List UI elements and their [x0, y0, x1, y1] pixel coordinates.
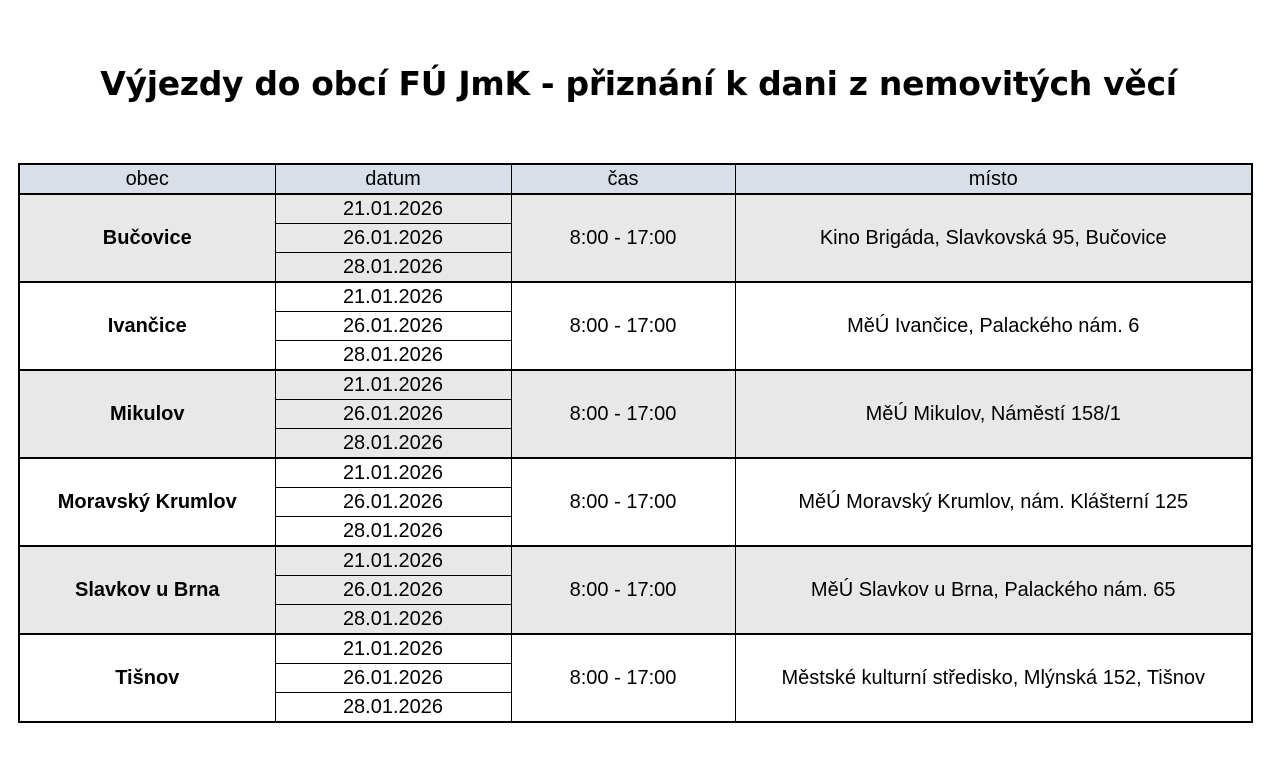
- cell-obec: Slavkov u Brna: [19, 546, 275, 634]
- cell-cas: 8:00 - 17:00: [511, 546, 735, 634]
- cell-datum: 26.01.2026: [275, 224, 511, 253]
- cell-misto: Kino Brigáda, Slavkovská 95, Bučovice: [735, 194, 1252, 282]
- cell-datum: 26.01.2026: [275, 400, 511, 429]
- cell-datum: 26.01.2026: [275, 488, 511, 517]
- cell-datum: 28.01.2026: [275, 253, 511, 283]
- table-row: [19, 194, 1252, 224]
- table-row: [19, 370, 1252, 400]
- cell-cas: 8:00 - 17:00: [511, 370, 735, 458]
- cell-misto: MěÚ Mikulov, Náměstí 158/1: [735, 370, 1252, 458]
- cell-datum: 28.01.2026: [275, 693, 511, 723]
- cell-datum: 26.01.2026: [275, 312, 511, 341]
- table-row: [19, 282, 1252, 312]
- cell-obec: Moravský Krumlov: [19, 458, 275, 546]
- table-row: [19, 458, 1252, 488]
- cell-obec: Ivančice: [19, 282, 275, 370]
- cell-datum: 26.01.2026: [275, 664, 511, 693]
- column-header-obec: obec: [19, 164, 275, 194]
- cell-misto: MěÚ Slavkov u Brna, Palackého nám. 65: [735, 546, 1252, 634]
- cell-obec: Bučovice: [19, 194, 275, 282]
- cell-datum: 28.01.2026: [275, 605, 511, 635]
- cell-cas: 8:00 - 17:00: [511, 458, 735, 546]
- cell-cas: 8:00 - 17:00: [511, 194, 735, 282]
- table-row: [19, 546, 1252, 576]
- column-header-datum: datum: [275, 164, 511, 194]
- column-header-misto: místo: [735, 164, 1252, 194]
- table-body: [19, 194, 1252, 722]
- cell-datum: 21.01.2026: [275, 458, 511, 488]
- column-header-cas: čas: [511, 164, 735, 194]
- cell-datum: 28.01.2026: [275, 341, 511, 371]
- cell-datum: 21.01.2026: [275, 282, 511, 312]
- cell-cas: 8:00 - 17:00: [511, 282, 735, 370]
- table-header-row: [19, 164, 1252, 194]
- page-title: Výjezdy do obcí FÚ JmK - přiznání k dani z nemovitých věcí: [100, 64, 1177, 103]
- cell-obec: Mikulov: [19, 370, 275, 458]
- cell-datum: 21.01.2026: [275, 546, 511, 576]
- cell-obec: Tišnov: [19, 634, 275, 722]
- cell-misto: MěÚ Ivančice, Palackého nám. 6: [735, 282, 1252, 370]
- cell-datum: 21.01.2026: [275, 194, 511, 224]
- cell-misto: MěÚ Moravský Krumlov, nám. Klášterní 125: [735, 458, 1252, 546]
- schedule-table: [18, 163, 1253, 723]
- cell-datum: 28.01.2026: [275, 517, 511, 547]
- cell-datum: 21.01.2026: [275, 370, 511, 400]
- cell-misto: Městské kulturní středisko, Mlýnská 152, Tišnov: [735, 634, 1252, 722]
- cell-datum: 26.01.2026: [275, 576, 511, 605]
- cell-datum: 21.01.2026: [275, 634, 511, 664]
- cell-cas: 8:00 - 17:00: [511, 634, 735, 722]
- table-row: [19, 634, 1252, 664]
- cell-datum: 28.01.2026: [275, 429, 511, 459]
